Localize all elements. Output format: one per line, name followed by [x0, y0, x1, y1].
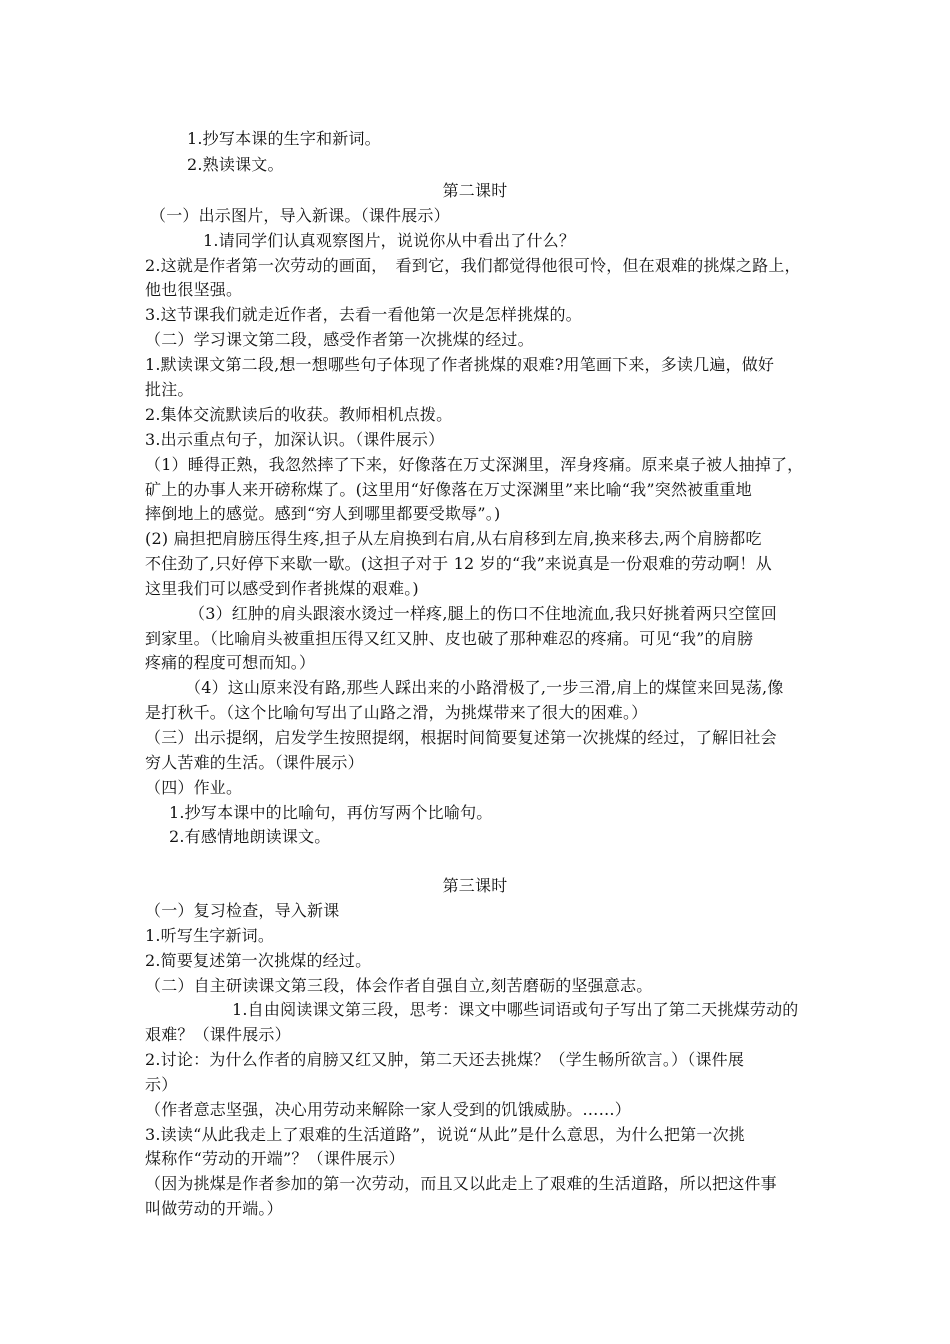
- key-sentence-2-line2: 不住劲了,只好停下来歇一歇。(这担子对于 12 岁的“我”来说真是一份艰难的劳动啊！从: [145, 554, 772, 573]
- lesson3-section1-heading: （一）复习检查，导入新课: [145, 901, 340, 920]
- lesson2-section1-heading: （一）出示图片，导入新课。（课件展示）: [150, 206, 450, 225]
- intro-item-1: 1.抄写本课的生字和新词。: [187, 129, 381, 148]
- lesson3-section1-item1: 1.听写生字新词。: [145, 926, 275, 945]
- lesson2-section2-item1-line1: 1.默读课文第二段,想一想哪些句子体现了作者挑煤的艰难?用笔画下来，多读几遍，做好: [145, 355, 775, 374]
- lesson2-section2-item2: 2.集体交流默读后的收获。教师相机点拨。: [145, 405, 453, 424]
- lesson2-section1-item2-line2: 他也很坚强。: [145, 280, 243, 299]
- homework-item-2: 2.有感情地朗读课文。: [169, 827, 331, 846]
- lesson2-section1-item3: 3.这节课我们就走近作者，去看一看他第一次是怎样挑煤的。: [145, 305, 582, 324]
- homework-item-1: 1.抄写本课中的比喻句，再仿写两个比喻句。: [169, 803, 493, 822]
- lesson2-section2-item1-line2: 批注。: [145, 380, 194, 399]
- key-sentence-1-line1: （1）睡得正熟，我忽然摔了下来，好像落在万丈深渊里，浑身疼痛。原来桌子被人抽掉了，: [145, 455, 804, 474]
- lesson2-section1-item1: 1.请同学们认真观察图片，说说你从中看出了什么？: [203, 231, 576, 250]
- lesson3-item2-answer: （作者意志坚强，决心用劳动来解除一家人受到的饥饿威胁。……）: [145, 1100, 632, 1119]
- lesson3-item2-line1: 2.讨论：为什么作者的肩膀又红又肿，第二天还去挑煤？（学生畅所欲言。）（课件展: [145, 1050, 745, 1069]
- lesson3-item1-line2: 艰难？（课件展示）: [145, 1025, 291, 1044]
- lesson3-section2-heading: （二）自主研读课文第三段，体会作者自强自立,刻苦磨砺的坚强意志。: [145, 976, 653, 995]
- lesson2-section4-heading: （四）作业。: [145, 778, 243, 797]
- lesson3-item3-line1: 3.读读“从此我走上了艰难的生活道路”，说说“从此”是什么意思，为什么把第一次挑: [145, 1125, 745, 1144]
- key-sentence-2-line3: 这里我们可以感受到作者挑煤的艰难。): [145, 579, 419, 598]
- lesson3-item3-answer-line2: 叫做劳动的开端。）: [145, 1199, 283, 1218]
- lesson2-section2-heading: （二）学习课文第二段，感受作者第一次挑煤的经过。: [145, 330, 534, 349]
- lesson2-title: 第二课时: [442, 181, 508, 200]
- key-sentence-4-line1: （4）这山原来没有路,那些人踩出来的小路滑极了,一步三滑,肩上的煤筐来回晃荡,像: [185, 678, 784, 697]
- key-sentence-3-line1: （3）红肿的肩头跟滚水烫过一样疼,腿上的伤口不住地流血,我只好挑着两只空筐回: [189, 604, 777, 623]
- key-sentence-4-line2: 是打秋千。（这个比喻句写出了山路之滑，为挑煤带来了很大的困难。）: [145, 703, 648, 722]
- key-sentence-3-line2: 到家里。（比喻肩头被重担压得又红又肿、皮也破了那种难忍的疼痛。可见“我”的肩膀: [145, 629, 754, 648]
- lesson3-item3-line2: 煤称作“劳动的开端”？（课件展示）: [145, 1149, 405, 1168]
- key-sentence-2-line1: (2) 扁担把肩膀压得生疼,担子从左肩换到右肩,从右肩移到左肩,换来移去,两个肩膀都吃: [145, 529, 762, 548]
- lesson2-section1-item2-line1: 2.这就是作者第一次劳动的画面， 看到它，我们都觉得他很可怜，但在艰难的挑煤之路上，: [145, 256, 801, 275]
- lesson2-section3-line1: （三）出示提纲，启发学生按照提纲，根据时间简要复述第一次挑煤的经过，了解旧社会: [145, 728, 777, 747]
- intro-item-2: 2.熟读课文。: [187, 155, 284, 174]
- lesson3-item2-line2: 示）: [145, 1075, 178, 1094]
- lesson3-title: 第三课时: [442, 876, 508, 895]
- lesson3-item1-line1: 1.自由阅读课文第三段，思考：课文中哪些词语或句子写出了第二天挑煤劳动的: [232, 1000, 799, 1019]
- key-sentence-1-line3: 摔倒地上的感觉。感到“穷人到哪里都要受欺辱”。): [145, 504, 501, 523]
- lesson3-item3-answer-line1: （因为挑煤是作者参加的第一次劳动，而且又以此走上了艰难的生活道路，所以把这件事: [145, 1174, 777, 1193]
- lesson3-section1-item2: 2.简要复述第一次挑煤的经过。: [145, 951, 372, 970]
- lesson2-section3-line2: 穷人苦难的生活。（课件展示）: [145, 753, 364, 772]
- key-sentence-3-line3: 疼痛的程度可想而知。）: [145, 653, 316, 672]
- key-sentence-1-line2: 矿上的办事人来开磅称煤了。(这里用“好像落在万丈深渊里”来比喻“我”突然被重重地: [145, 480, 752, 499]
- lesson2-section2-item3: 3.出示重点句子，加深认识。（课件展示）: [145, 430, 445, 449]
